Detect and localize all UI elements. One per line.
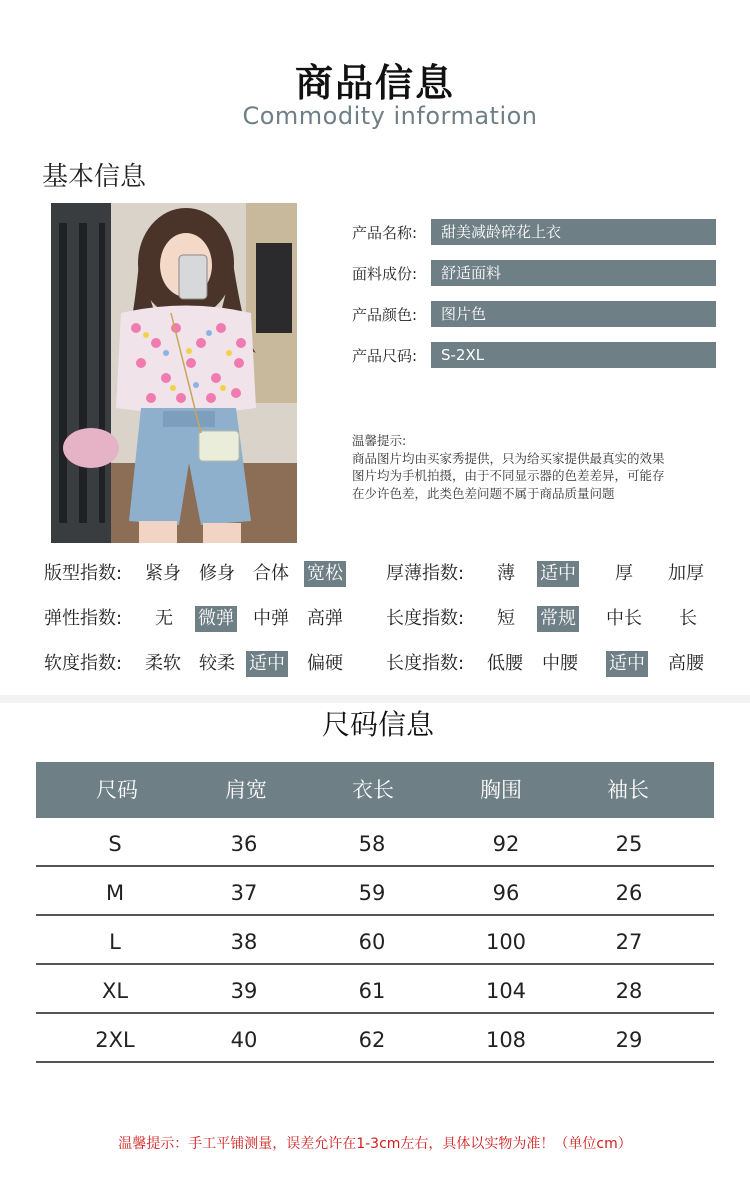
info-row-size	[352, 342, 716, 368]
index-option-selected: 适中	[246, 651, 288, 677]
info-row-fabric	[352, 260, 716, 286]
index-label-length: 长度指数:	[386, 608, 465, 629]
product-photo-illustration	[51, 203, 297, 543]
index-option: 较柔	[199, 653, 235, 674]
table-cell: 100	[485, 930, 527, 954]
index-option-selected: 微弹	[195, 606, 237, 632]
table-cell: 108	[485, 1028, 527, 1052]
index-option: 修身	[199, 563, 235, 584]
info-row-color	[352, 301, 716, 327]
table-cell: 39	[230, 979, 258, 1003]
index-option: 低腰	[487, 653, 523, 674]
table-cell: 38	[230, 930, 258, 954]
tips-line: 在少许色差，此类色差问题不属于商品质量问题	[352, 485, 615, 501]
index-option: 紧身	[145, 563, 181, 584]
table-row	[36, 916, 714, 965]
info-label-color: 产品颜色:	[352, 306, 418, 324]
index-label-elasticity: 弹性指数:	[44, 608, 123, 629]
table-cell: 27	[615, 930, 643, 954]
index-option: 厚	[615, 563, 633, 584]
table-cell: 28	[615, 979, 643, 1003]
measurement-note: 温馨提示：手工平铺测量，误差允许在1-3cm左右，具体以实物为准！（单位cm）	[118, 1136, 632, 1152]
column-header-shoulder: 肩宽	[225, 778, 267, 802]
page-subtitle: Commodity information	[242, 102, 538, 130]
info-row-name	[352, 219, 716, 245]
section-divider	[0, 695, 750, 703]
info-label-name: 产品名称:	[352, 224, 418, 242]
index-option-selected: 适中	[537, 561, 579, 587]
index-label-softness: 软度指数:	[44, 653, 123, 674]
table-cell: 92	[492, 832, 520, 856]
index-option: 中长	[606, 608, 642, 629]
info-value-color: 图片色	[431, 301, 716, 327]
column-header-chest: 胸围	[480, 778, 522, 802]
info-value-size: S-2XL	[431, 342, 716, 368]
table-cell: M	[105, 881, 125, 905]
table-cell: 40	[230, 1028, 258, 1052]
tips-line: 图片均为手机拍摄，由于不同显示器的色差差异，可能存	[352, 468, 665, 483]
table-cell: 62	[358, 1028, 386, 1052]
index-label-waist: 长度指数:	[386, 653, 465, 674]
table-cell: 61	[358, 979, 386, 1003]
index-option: 高腰	[668, 653, 704, 674]
table-cell: 37	[230, 881, 258, 905]
table-cell: 60	[358, 930, 386, 954]
index-label-fit: 版型指数:	[44, 563, 123, 584]
table-cell: 104	[485, 979, 527, 1003]
table-row	[36, 867, 714, 916]
table-row	[36, 1014, 714, 1063]
column-header-length: 衣长	[352, 778, 394, 802]
index-option: 高弹	[307, 608, 343, 629]
index-label-thickness: 厚薄指数:	[386, 563, 465, 584]
table-cell: 96	[492, 881, 520, 905]
index-option-selected: 适中	[606, 651, 648, 677]
index-option-selected: 宽松	[304, 561, 346, 587]
index-option: 加厚	[668, 563, 704, 584]
table-cell: 25	[615, 832, 643, 856]
index-option-selected: 常规	[537, 606, 579, 632]
table-cell: 58	[358, 832, 386, 856]
table-cell: 29	[615, 1028, 643, 1052]
table-cell: L	[109, 930, 121, 954]
index-option: 无	[155, 608, 173, 629]
index-option: 长	[679, 608, 697, 629]
page-title: 商品信息	[294, 61, 455, 105]
column-header-size: 尺码	[96, 778, 138, 802]
table-cell: 2XL	[95, 1028, 135, 1052]
index-option: 中弹	[253, 608, 289, 629]
info-label-size: 产品尺码:	[352, 347, 418, 365]
product-photo	[51, 203, 297, 543]
info-value-fabric: 舒适面料	[431, 260, 716, 286]
basic-info-heading: 基本信息	[42, 162, 147, 192]
table-cell: XL	[101, 979, 129, 1003]
index-option: 偏硬	[307, 653, 343, 674]
column-header-sleeve: 袖长	[607, 778, 649, 802]
table-cell: S	[108, 832, 122, 856]
table-cell: 59	[358, 881, 386, 905]
tips-box	[352, 432, 712, 502]
index-option: 柔软	[145, 653, 181, 674]
table-row	[36, 818, 714, 867]
index-option: 短	[497, 608, 515, 629]
size-info-heading: 尺码信息	[321, 708, 434, 741]
tips-line: 商品图片均由买家秀提供，只为给买家提供最真实的效果	[352, 450, 665, 466]
table-row	[36, 965, 714, 1014]
index-option: 中腰	[542, 653, 578, 674]
info-value-name: 甜美减龄碎花上衣	[431, 219, 716, 245]
tips-title: 温馨提示:	[352, 433, 407, 448]
index-option: 薄	[497, 563, 515, 584]
table-cell: 26	[615, 881, 643, 905]
info-label-fabric: 面料成份:	[352, 265, 418, 283]
size-table-header	[36, 762, 714, 818]
table-cell: 36	[230, 832, 258, 856]
index-option: 合体	[253, 563, 289, 584]
